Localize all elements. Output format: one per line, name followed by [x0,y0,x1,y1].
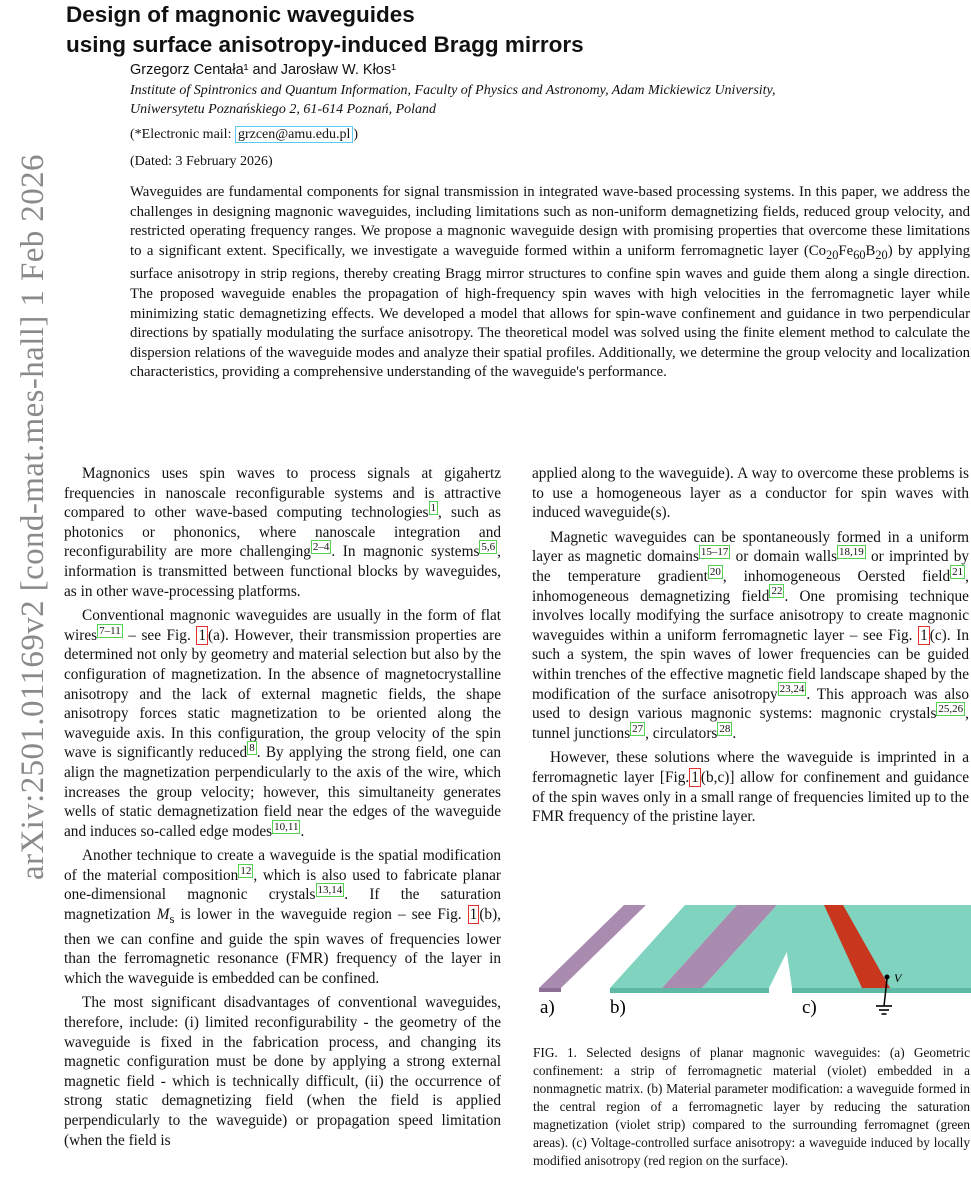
abstract [130,183,970,383]
citation-link[interactable]: 23,24 [779,683,805,696]
email-suffix: ) [353,127,359,142]
paper-title [66,0,584,60]
panel-label-b: b) [610,997,626,1018]
paragraph: Magnonics uses spin waves to process signals at gigahertz frequencies in nanoscale reconfigurable systems and is attractive compared to other wave-based computing technologies $^1$ , such as photonics or phononics, where nanoscale integration and reconfigurability are more challenging $^{2-4}$ . In magnonic systems $^{5,6}$ , information is transmitted between functional blocks by waveguides, as in other wave-processing platforms. [64,465,501,600]
citation-link[interactable]: 13,14 [317,884,343,897]
voltage-label: V [894,971,902,985]
element-b: B [865,242,876,259]
sub-co: 20 [826,247,839,262]
authors: Grzegorz Centała¹ and Jarosław W. Kłos¹ [130,62,396,78]
figure-link[interactable]: 1 [691,768,699,786]
title-line-2: using surface anisotropy-induced Bragg mirrors [66,32,584,57]
citation-link[interactable]: 22 [771,585,783,598]
citation-link[interactable]: 20 [709,565,721,578]
citation-link[interactable]: 5,6 [481,541,496,554]
right-column [532,464,969,832]
sub-fe: 60 [853,247,866,262]
layer-edge-c [792,988,971,993]
paragraph: Conventional magnonic waveguides are usually in the form of flat wires $^{7-11}$ – see Fig. 1 (a). However, their transmission properties are determined not only by geometry and material selection but also by the configuration of magnetization. In the absence of magnetocrystalline anisotropy and the lack of external magnetic fields, the shape anisotropy forces static magnetization to be oriented along the waveguide axis. In this configuration, the group velocity of the spin wave is significantly reduced $^8$ . By applying the strong field, one can align the magnetization perpendicularly to the axis of the wire, which increases the group velocity; however, this simultaneity generates wells of static demagnetization field near the edges of the waveguide and induces so-called edge modes $^{10,11}$ . [64,607,502,840]
citation-link[interactable]: 2–4 [312,541,330,554]
paragraph: However, these solutions where the waveguide is imprinted in a ferromagnetic layer [Fig. 1 (b,c)] allow for confinement and guidance of the spin waves only in a small range of frequencies limited up to the FMR frequency of the pristine layer. [532,749,969,826]
figure-link[interactable]: 1 [198,626,206,644]
email-line [130,127,358,143]
citation-link[interactable]: 18,19 [839,546,864,559]
email-prefix: (*Electronic mail: [130,127,235,142]
citation-link[interactable]: 21 [952,565,964,578]
abstract-text-1: Waveguides are fundamental components for signal transmission in integrated wave-based processing systems. In this paper, we address the challenges in designing magnonic waveguides, including limitations such as non-uniform demagnetizing fields, reduced group velocity, and restricted operating frequency ranges. We propose a magnonic waveguide design with promising properties that overcome these limitations to a significant extent. Specifically, we investigate a waveguide formed within a uniform ferromagnetic layer (Co [130,184,970,259]
citation-link[interactable]: 8 [249,742,255,755]
affiliation [130,81,930,119]
symbol-sub-s: s [169,912,175,927]
sub-b: 20 [875,247,888,262]
figure-link[interactable]: 1 [920,626,928,644]
left-column [64,464,501,1155]
arxiv-identifier: arXiv:2501.01169v2 [cond-mat.mes-hall] 1 Feb 2026 [15,154,51,880]
figure-caption: FIG. 1. Selected designs of planar magnonic waveguides: (a) Geometric confinement: a strip of ferromagnetic material (violet) embedded in a nonmagnetic matrix. (b) Material parameter modification: a waveguide formed in the central region of a ferromagnetic layer by reducing the saturation magnetization (violet strip) compared to the surrounding ferromagnet (green areas). (c) Voltage-controlled surface anisotropy: a waveguide induced by locally modified anisotropy (red region on the surface). [533,1045,970,1168]
dated: (Dated: 3 February 2026) [130,154,273,169]
symbol-m: M [156,906,170,924]
citation-link[interactable]: 7–11 [99,624,121,637]
panel-label-a: a) [540,997,555,1018]
violet-strip-a-edge [539,988,561,992]
citation-link[interactable]: 10,11 [274,820,299,833]
layer-edge-b [610,988,769,993]
panel-label-c: c) [802,997,817,1018]
element-fe: Fe [838,242,854,259]
email-link[interactable]: grzcen@amu.edu.pl [235,126,353,143]
paragraph: applied along to the waveguide). A way to overcome these problems is to use a homogeneous layer as a conductor for spin waves with induced waveguide(s). [532,465,969,522]
citation-link[interactable]: 27 [632,722,644,735]
voltage-contact [885,975,890,980]
paragraph: Another technique to create a waveguide is the spatial modification of the material composition $^{12}$ , which is also used to fabricate planar one-dimensional magnonic crystals $^{13,14}$ . If the saturation magnetization $M_s$ is lower in the waveguide region – see Fig. 1 (b), then we can confine and guide the spin waves of frequencies lower than the ferromagnetic resonance (FMR) frequency of the layer in which the waveguide is embedded can be confined. [64,847,502,987]
citation-link[interactable]: 1 [430,502,437,515]
paragraph: Magnetic waveguides can be spontaneously formed in a uniform layer as magnetic domains $^{15-17}$ or domain walls $^{18,19}$ or imprinted by the temperature gradient $^{20}$ , inhomogeneous Oersted field $^{21}$ , inhomogeneous demagnetizing field $^{22}$ . One promising technique involves locally modifying the surface anisotropy to create magnonic waveguides within a uniform ferromagnetic layer – see Fig. 1 (c). In such a system, the spin waves of lower frequencies can be guided within trenches of the effective magnetic field landscape shaped by the modification of the surface anisotropy $^{23,24}$ . This approach was also used to design various magnonic systems: magnonic crystals $^{25,26}$ , tunnel junctions $^{27}$ , circulators $^{28}$ . [532,528,970,742]
citation-link[interactable]: 15–17 [700,546,729,559]
affiliation-line-1: Institute of Spintronics and Quantum Information, Faculty of Physics and Astronomy, Adam Mickiewicz University, [130,83,776,98]
citation-link[interactable]: 12 [240,864,252,877]
abstract-text-2: ) by applying surface anisotropy in strip regions, thereby creating Bragg mirror structures to confine spin waves and guide them along a single direction. The proposed waveguide enables the propagation of high-frequency spin waves with high velocities in the ferromagnetic layer while minimizing static demagnetizing effects. We developed a model that allows for spin-wave confinement and guidance in two perpendicular directions by spatially modulating the surface anisotropy. The theoretical model was solved using the finite element method to calculate the dispersion relations of the waveguide modes and analyze their spatial profiles. Additionally, we determine the group velocity and localization characteristics, providing a comprehensive understanding of the waveguide's performance. [130,242,970,381]
affiliation-line-2: Uniwersytetu Poznańskiego 2, 61-614 Poznań, Poland [130,102,437,117]
citation-link[interactable]: 28 [719,722,731,735]
paragraph: The most significant disadvantages of conventional waveguides, therefore, include: (i) limited reconfigurability - the geometry of the waveguide is fixed in the fabrication process, and changing its magnetic configuration must be done by applying a strong external magnetic field - which is technically difficult, (ii) the occurrence of strong static demagnetizing field (when the field is applied perpendicularly to the waveguide) or propagation speed limitation (when the field is [64,994,501,1149]
figure-1-illustration [534,895,971,1025]
figure-link[interactable]: 1 [469,906,478,924]
title-line-1: Design of magnonic waveguides [66,2,415,27]
citation-link[interactable]: 25,26 [938,703,964,716]
